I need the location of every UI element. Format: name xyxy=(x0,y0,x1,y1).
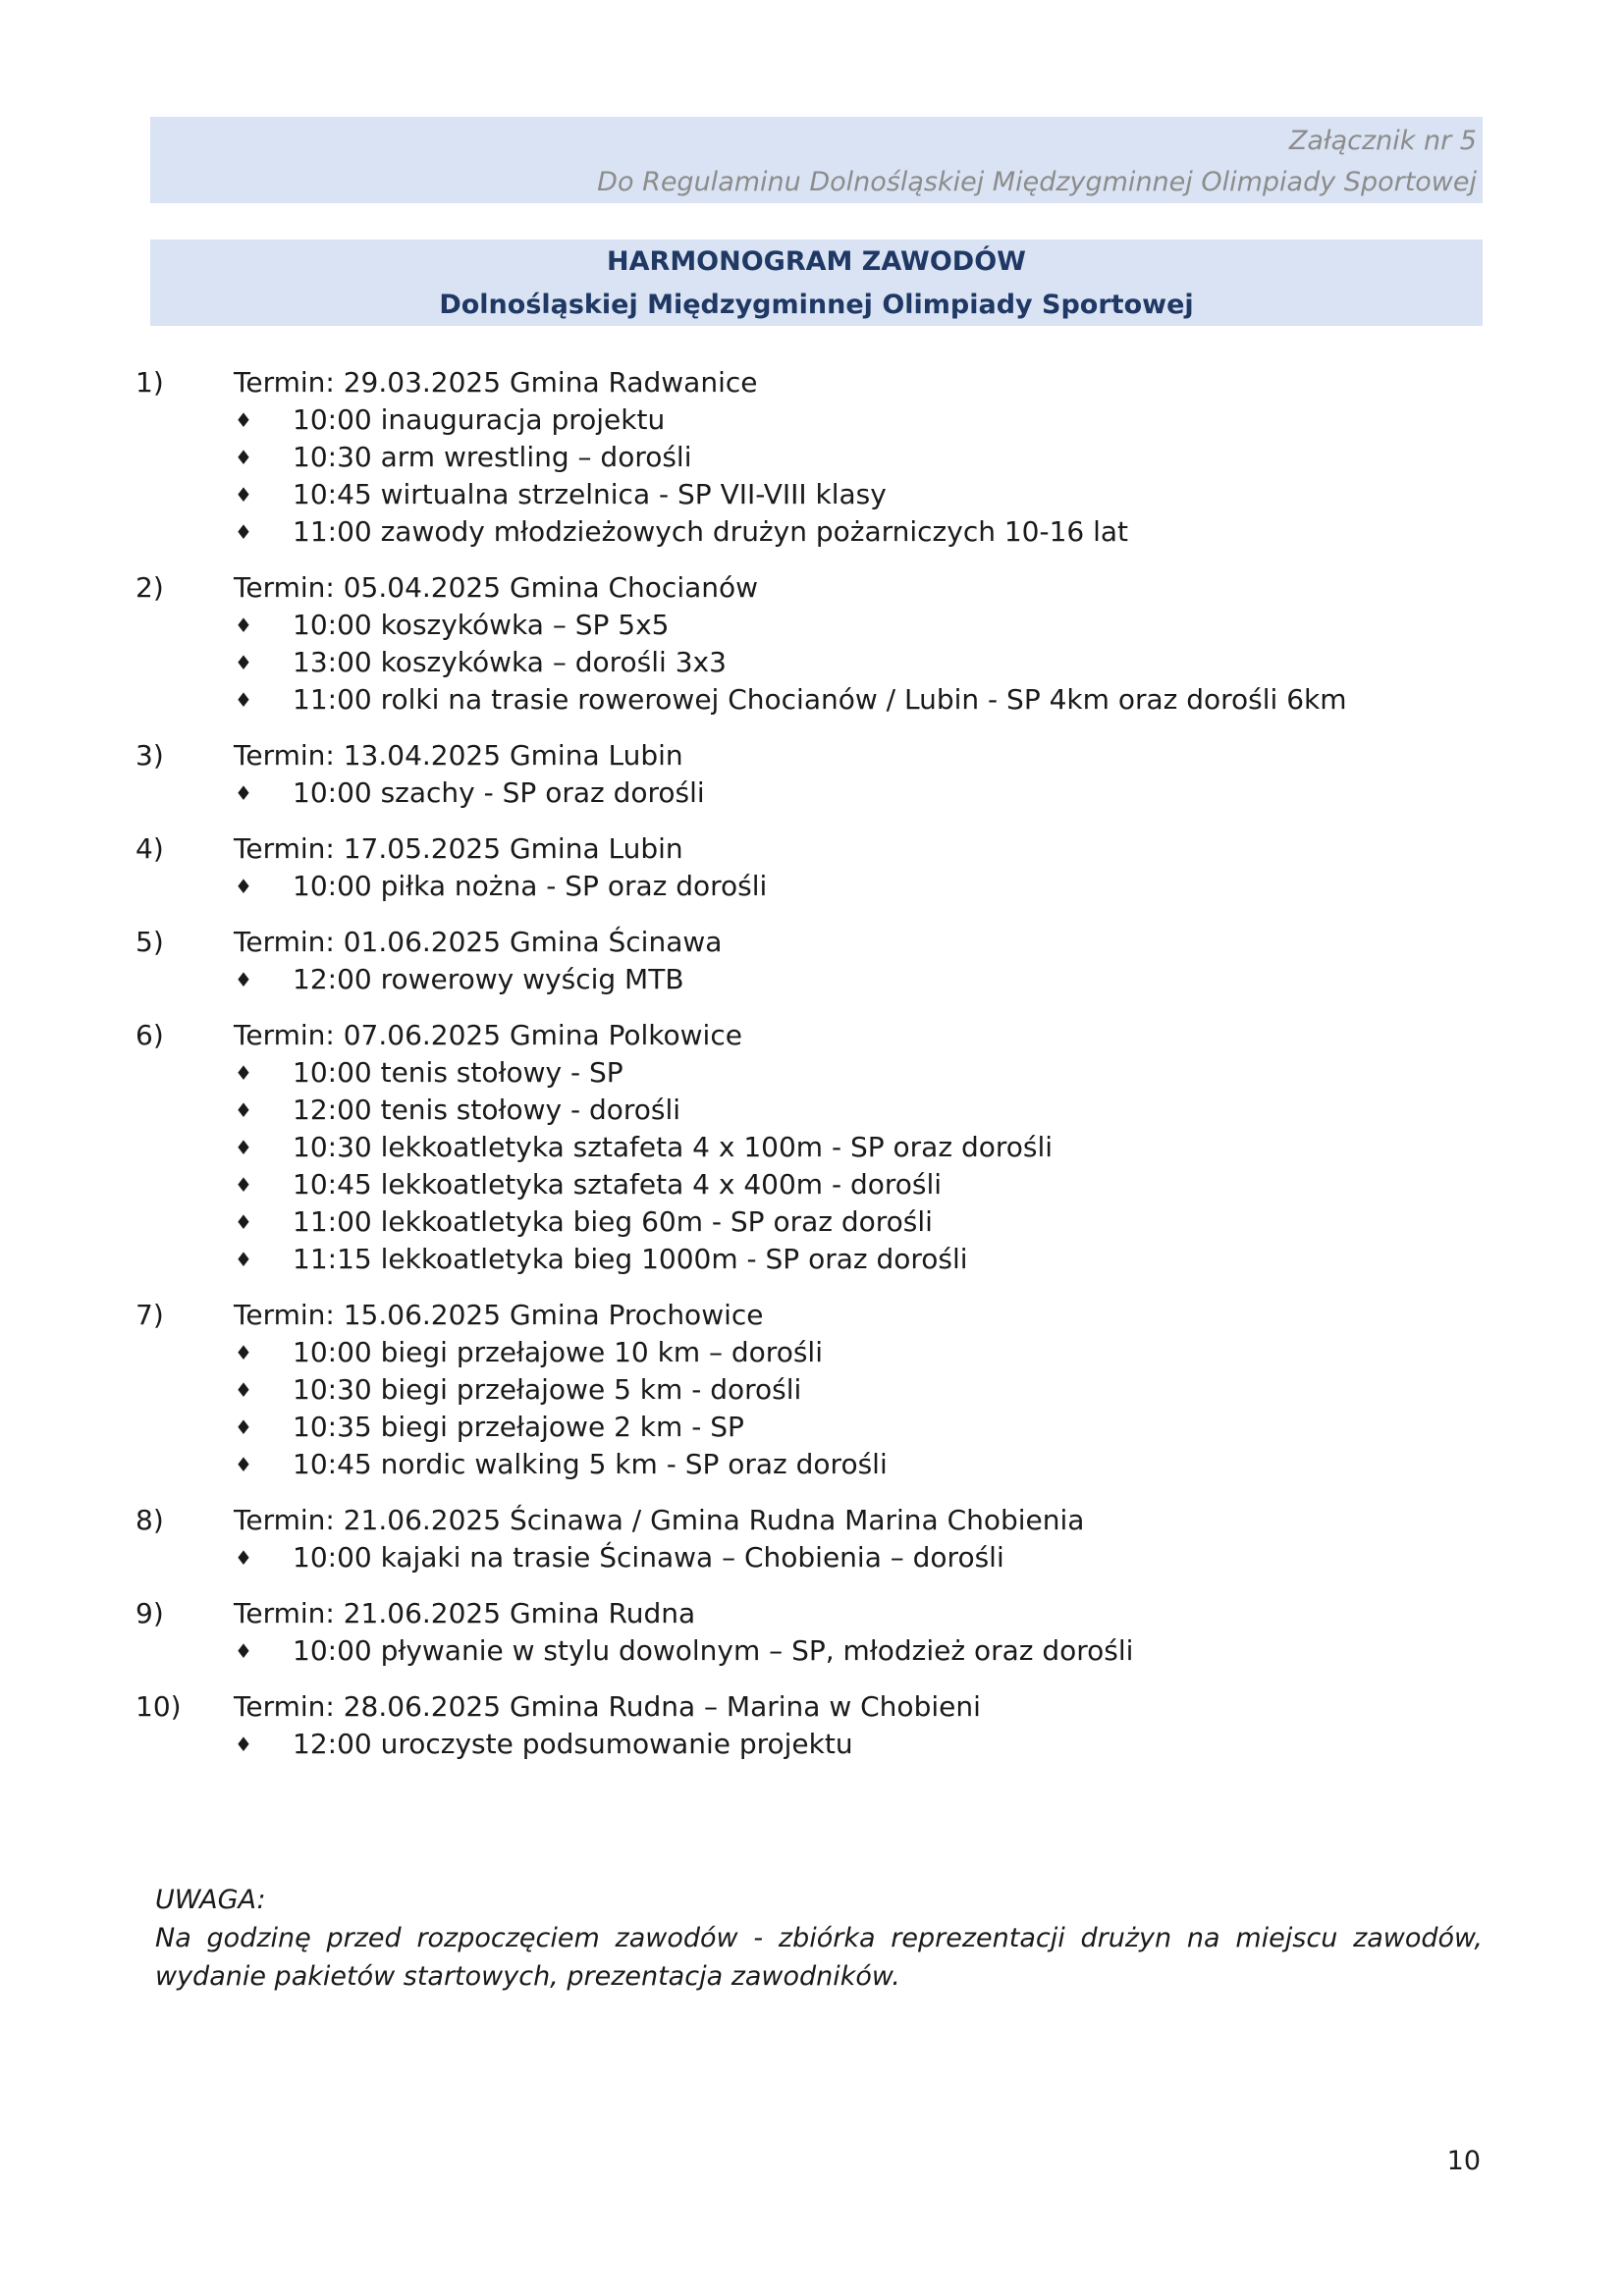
event-item xyxy=(135,868,1490,905)
schedule-event xyxy=(135,1297,1490,1483)
event-term: Termin: 29.03.2025 Gmina Radwanice xyxy=(234,366,758,399)
diamond-bullet-icon: ♦ xyxy=(235,1098,252,1122)
event-item-text: 11:15 lekkoatletyka bieg 1000m - SP oraz dorośli xyxy=(293,1243,968,1275)
event-item xyxy=(135,1241,1490,1278)
attachment-number: Załącznik nr 5 xyxy=(1288,126,1477,156)
event-item-text: 11:00 zawody młodzieżowych drużyn pożarniczych 10-16 lat xyxy=(293,515,1129,548)
event-item xyxy=(135,961,1490,998)
event-item xyxy=(135,1632,1490,1670)
schedule-event xyxy=(135,1688,1490,1763)
schedule-event xyxy=(135,364,1490,551)
event-item-text: 10:00 piłka nożna - SP oraz dorośli xyxy=(293,870,768,902)
event-number: 3) xyxy=(135,739,164,772)
event-term: Termin: 21.06.2025 Gmina Rudna xyxy=(234,1597,696,1629)
event-item xyxy=(135,774,1490,812)
event-header xyxy=(135,1502,1490,1539)
event-item xyxy=(135,1446,1490,1483)
event-item-text: 10:45 wirtualna strzelnica - SP VII-VIII klasy xyxy=(293,478,887,510)
diamond-bullet-icon: ♦ xyxy=(235,1546,252,1570)
event-term: Termin: 05.04.2025 Gmina Chocianów xyxy=(234,571,759,604)
event-number: 5) xyxy=(135,926,164,958)
document-subtitle: Dolnośląskiej Międzygminnej Olimpiady Sportowej xyxy=(439,290,1194,320)
event-item-text: 11:00 lekkoatletyka bieg 60m - SP oraz dorośli xyxy=(293,1205,933,1238)
event-header xyxy=(135,364,1490,401)
event-term: Termin: 13.04.2025 Gmina Lubin xyxy=(234,739,683,772)
event-item xyxy=(135,681,1490,719)
event-item-text: 10:00 tenis stołowy - SP xyxy=(293,1056,623,1089)
diamond-bullet-icon: ♦ xyxy=(235,781,252,805)
event-header xyxy=(135,569,1490,607)
event-item xyxy=(135,1092,1490,1129)
diamond-bullet-icon: ♦ xyxy=(235,1136,252,1159)
diamond-bullet-icon: ♦ xyxy=(235,1248,252,1271)
event-item xyxy=(135,1371,1490,1409)
event-number: 4) xyxy=(135,832,164,865)
event-item-text: 10:45 lekkoatletyka sztafeta 4 x 400m - dorośli xyxy=(293,1168,943,1201)
schedule-title-box xyxy=(150,240,1483,326)
diamond-bullet-icon: ♦ xyxy=(235,1210,252,1234)
event-item-text: 10:00 pływanie w stylu dowolnym – SP, młodzież oraz dorośli xyxy=(293,1634,1134,1667)
event-item xyxy=(135,1129,1490,1166)
event-header xyxy=(135,924,1490,961)
event-item xyxy=(135,513,1490,551)
event-term: Termin: 21.06.2025 Ścinawa / Gmina Rudna Marina Chobienia xyxy=(234,1504,1085,1536)
event-item-text: 12:00 tenis stołowy - dorośli xyxy=(293,1094,681,1126)
event-header xyxy=(135,737,1490,774)
event-item xyxy=(135,607,1490,644)
note-heading: UWAGA: xyxy=(155,1885,266,1915)
event-item xyxy=(135,439,1490,476)
event-item-text: 10:30 biegi przełajowe 5 km - dorośli xyxy=(293,1373,802,1406)
event-item xyxy=(135,1166,1490,1203)
event-term: Termin: 28.06.2025 Gmina Rudna – Marina w Chobieni xyxy=(234,1690,981,1723)
event-number: 2) xyxy=(135,571,164,604)
schedule-event xyxy=(135,737,1490,812)
event-header xyxy=(135,830,1490,868)
diamond-bullet-icon: ♦ xyxy=(235,408,252,432)
schedule-event xyxy=(135,1595,1490,1670)
event-number: 8) xyxy=(135,1504,164,1536)
event-item-text: 10:00 inauguracja projektu xyxy=(293,403,666,436)
event-term: Termin: 01.06.2025 Gmina Ścinawa xyxy=(234,926,723,958)
diamond-bullet-icon: ♦ xyxy=(235,1733,252,1756)
event-item xyxy=(135,644,1490,681)
event-term: Termin: 15.06.2025 Gmina Prochowice xyxy=(234,1299,764,1331)
event-item-text: 12:00 rowerowy wyścig MTB xyxy=(293,963,684,995)
event-item-text: 10:00 kajaki na trasie Ścinawa – Chobienia – dorośli xyxy=(293,1541,1004,1574)
event-header xyxy=(135,1688,1490,1726)
attachment-header xyxy=(150,117,1483,203)
diamond-bullet-icon: ♦ xyxy=(235,1173,252,1197)
event-header xyxy=(135,1297,1490,1334)
event-header xyxy=(135,1017,1490,1054)
page-number: 10 xyxy=(1446,2146,1481,2176)
event-number: 10) xyxy=(135,1690,182,1723)
event-item xyxy=(135,1539,1490,1576)
event-item xyxy=(135,1054,1490,1092)
event-item-text: 10:35 biegi przełajowe 2 km - SP xyxy=(293,1411,744,1443)
event-item-text: 10:30 arm wrestling – dorośli xyxy=(293,441,692,473)
schedule-event xyxy=(135,924,1490,998)
diamond-bullet-icon: ♦ xyxy=(235,1341,252,1364)
event-item-text: 10:45 nordic walking 5 km - SP oraz dorośli xyxy=(293,1448,888,1480)
diamond-bullet-icon: ♦ xyxy=(235,1415,252,1439)
schedule-event xyxy=(135,1017,1490,1278)
event-header xyxy=(135,1595,1490,1632)
diamond-bullet-icon: ♦ xyxy=(235,651,252,674)
diamond-bullet-icon: ♦ xyxy=(235,875,252,898)
note-text: Na godzinę przed rozpoczęciem zawodów - zbiórka reprezentacji drużyn na miejscu zawodów, wydanie pakietów startowych, prezentacja zawodników. xyxy=(155,1923,1483,1992)
event-item xyxy=(135,1726,1490,1763)
diamond-bullet-icon: ♦ xyxy=(235,1061,252,1085)
event-term: Termin: 17.05.2025 Gmina Lubin xyxy=(234,832,683,865)
event-item xyxy=(135,1334,1490,1371)
diamond-bullet-icon: ♦ xyxy=(235,520,252,544)
diamond-bullet-icon: ♦ xyxy=(235,483,252,507)
event-number: 6) xyxy=(135,1019,164,1051)
diamond-bullet-icon: ♦ xyxy=(235,1378,252,1402)
diamond-bullet-icon: ♦ xyxy=(235,688,252,712)
diamond-bullet-icon: ♦ xyxy=(235,614,252,637)
event-item-text: 13:00 koszykówka – dorośli 3x3 xyxy=(293,646,727,678)
event-number: 9) xyxy=(135,1597,164,1629)
event-item-text: 10:00 biegi przełajowe 10 km – dorośli xyxy=(293,1336,823,1368)
event-item xyxy=(135,1203,1490,1241)
event-item xyxy=(135,401,1490,439)
schedule-event xyxy=(135,830,1490,905)
document-title: HARMONOGRAM ZAWODÓW xyxy=(607,246,1026,277)
event-item xyxy=(135,476,1490,513)
diamond-bullet-icon: ♦ xyxy=(235,968,252,991)
event-item-text: 11:00 rolki na trasie rowerowej Chocianów / Lubin - SP 4km oraz dorośli 6km xyxy=(293,683,1347,716)
event-item-text: 10:30 lekkoatletyka sztafeta 4 x 100m - SP oraz dorośli xyxy=(293,1131,1054,1163)
note-section xyxy=(155,1881,1483,1996)
event-number: 1) xyxy=(135,366,164,399)
event-number: 7) xyxy=(135,1299,164,1331)
diamond-bullet-icon: ♦ xyxy=(235,1639,252,1663)
diamond-bullet-icon: ♦ xyxy=(235,1453,252,1476)
attachment-reference: Do Regulaminu Dolnośląskiej Międzygminnej Olimpiady Sportowej xyxy=(597,167,1477,197)
event-item xyxy=(135,1409,1490,1446)
event-item-text: 12:00 uroczyste podsumowanie projektu xyxy=(293,1728,853,1760)
event-term: Termin: 07.06.2025 Gmina Polkowice xyxy=(234,1019,742,1051)
schedule-event xyxy=(135,1502,1490,1576)
event-item-text: 10:00 szachy - SP oraz dorośli xyxy=(293,776,705,809)
diamond-bullet-icon: ♦ xyxy=(235,446,252,469)
event-item-text: 10:00 koszykówka – SP 5x5 xyxy=(293,609,670,641)
schedule-event xyxy=(135,569,1490,719)
event-schedule-list xyxy=(135,364,1490,1782)
